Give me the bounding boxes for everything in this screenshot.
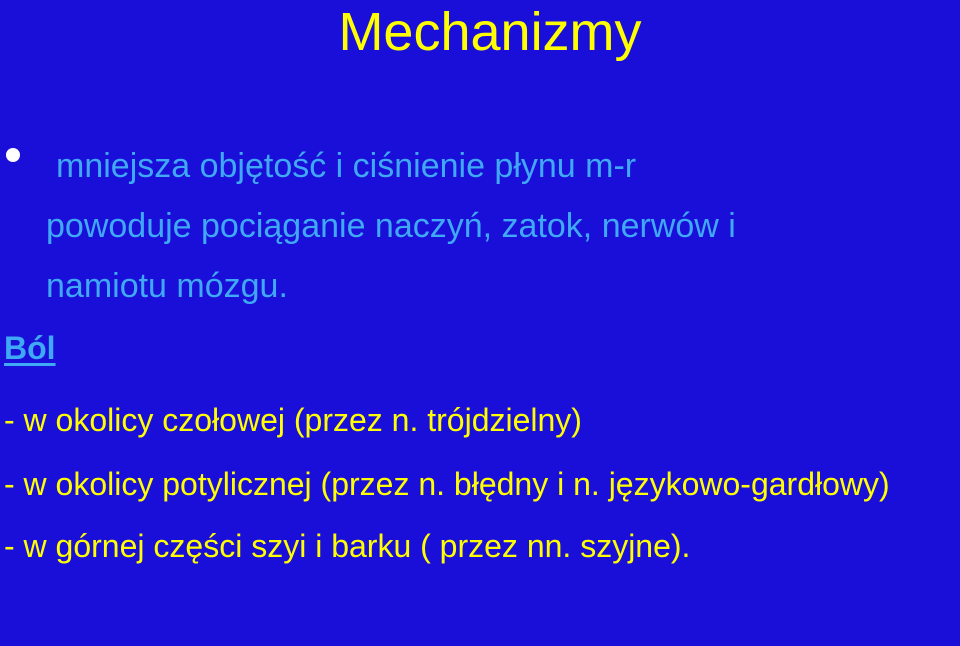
bullet-line: namiotu mózgu. [46,267,288,305]
pain-heading: Ból [4,330,56,366]
bullet-marker-icon [6,148,20,162]
slide-title: Mechanizmy [338,2,642,62]
pain-item-neck: - w górnej części szyi i barku ( przez nn. szyjne). [4,528,691,564]
bullet-text [46,136,958,316]
pain-item-frontal: - w okolicy czołowej (przez n. trójdzielny) [4,402,582,438]
bullet-line: powoduje pociąganie naczyń, zatok, nerwów i [46,207,736,245]
bullet-line: mniejsza objętość i ciśnienie płynu m-r [56,147,637,185]
pain-item-occipital: - w okolicy potylicznej (przez n. błędny i n. językowo-gardłowy) [4,466,890,502]
pain-items-list [4,392,954,576]
